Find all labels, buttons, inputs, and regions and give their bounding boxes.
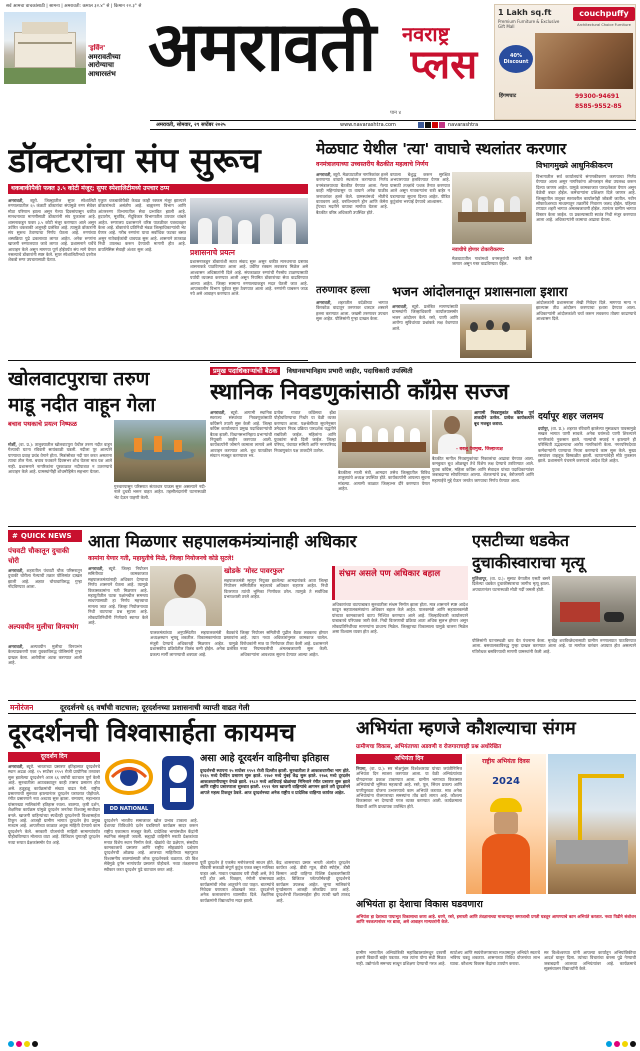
akashvani-icon <box>158 752 198 814</box>
quick-item-1-title: पंचवटी चौकातून दुचाकी चोरी <box>8 547 70 565</box>
masthead-plus: प्लस <box>410 42 478 88</box>
river-search-photo <box>114 420 206 482</box>
tiger-text-2: वाघाला बेशुद्ध करून सुरक्षित अभयारण्यात हलविण्यात येणार आहे. यासाठी तज्ज्ञांचे पथक तैनात करण्यात आले असून गावकऱ्यांना रात्री बाहेर न पडण्याच्या सूचना दिल्या आहेत. पीडित कुटुंबांना भरपाई देण्याचे आश्वासन. <box>390 172 450 205</box>
accident-photo <box>552 576 636 636</box>
social-icons[interactable] <box>418 122 445 130</box>
ad-lakh-text: 1 Lakh sq.ft <box>498 8 552 17</box>
modern-headline: विभागमुख्ये आधुनिकीकरण <box>536 161 613 170</box>
dd-text-1: अमरावती, ब्यूरो. भारताच्या प्रसारण इतिहासात दूरदर्शनचे स्थान अढळ आहे. १५ सप्टेंबर १९५९ रोजी प्रायोगिक तत्त्वावर सुरू झालेल्या दूरदर्शनने आज ६६ वर्षांची वाटचाल पूर्ण केली आहे. सुरुवातीला आठवड्यातून काही तासच प्रसारण होत असे. हळूहळू कार्यक्रमांची संख्या वाढत गेली. राष्ट्रीय प्रसारणाची सुरुवात झाल्यानंतर दूरदर्शन घराघरात पोहोचले. रंगीत प्रसारणाने नवा अध्याय सुरू झाला. रामायण, महाभारत यांसारख्या मालिकांनी इतिहास रचला. बातम्या, कृषी दर्शन, शैक्षणिक कार्यक्रम यांमुळे दूरदर्शन जनतेचा विश्वासू साथीदार बनले. खाजगी वाहिन्यांच्या स्पर्धेतही दूरदर्शनची विश्वासार्हता टिकून आहे. आजही ग्रामीण भागात दूरदर्शन हेच प्रमुख माध्यम आहे. आपत्तीच्या काळात अचूक माहिती देण्याचे काम दूरदर्शनने केले. सरकारी योजनांची माहिती सामान्यांपर्यंत पोहोचविण्यात मोलाचा वाटा आहे. डिजिटल युगातही दूरदर्शन नव्या रूपात प्रेक्षकांसमोर येत आहे. <box>8 764 100 845</box>
yellow-mark <box>24 1041 30 1047</box>
cyan-mark <box>8 1041 14 1047</box>
hash-icon: # <box>12 532 18 540</box>
divider <box>210 362 636 363</box>
darapur-text: दर्यापूर, (वा. प्र.): शहरात रविवारी झालेल्या मुसळधार पावसामुळे सखल भागात पाणी साचले. अनेक घरांमध्ये पाणी शिरल्याने नागरिकांचे नुकसान झाले. नाल्यांची सफाई न झाल्याने ही परिस्थिती उद्भवल्याचा आरोप नागरिकांनी केला. नगरपरिषदेच्या कर्मचाऱ्यांनी पाण्याचा निचरा करण्याचे काम सुरू केले. मुख्य रस्त्यांवर वाहतूक विस्कळीत झाली. व्यापाऱ्यांचेही मोठे नुकसान झाले. प्रशासनाने पंचनामे करण्याचे आदेश दिले आहेत. <box>538 426 636 464</box>
youtube-icon[interactable] <box>432 122 438 128</box>
accident-text-2: पोलिसांनी घटनास्थळी धाव घेत पंचनामा केला. मृतदेह शवविच्छेदनासाठी ग्रामीण रुग्णालयात पाठविण्यात आला. बसचालकाविरुद्ध गुन्हा दाखल करण्यात आला आहे. या मार्गावर वारंवार अपघात होत असल्याने गतिरोधक बसविण्याची मागणी ग्रामस्थांनी केली आहे. <box>472 638 636 654</box>
lead-box-text: प्रशासनाकडून डॉक्टरांशी सतत संवाद सुरू असून थकीत मानधनाचा प्रस्ताव शासनाकडे पाठविण्यात आला आहे. उर्वरित रक्कम लवकरच मिळेल असे आश्वासन अधिष्ठातांनी दिले आहे. संपकाळात रुग्णांची गैरसोय टाळण्यासाठी पर्यायी व्यवस्था करण्यात आली असून नियमित डॉक्टरांच्या सेवा वाढविण्यात आल्या आहेत. जिल्हा सामान्य रुग्णालयाकडून मदत घेतली जात आहे. आपत्कालीन विभाग पूर्ववत सुरू ठेवण्यात आला आहे. रुग्णांनी घाबरून जाऊ नये असे आवाहन करण्यात आले. <box>190 259 308 297</box>
kholvat-text-1: मोर्शी, (वा. प्र.): तालुक्यातील खोलवाटपुरा येथील तरुण नदीत वाहून गेल्याची घटना रविवारी सायंकाळी घडली. नदीला पूर आल्याने पाण्याचा प्रवाह प्रचंड वेगाने होता. मित्रांसोबत नदी पार करत असताना त्याचा तोल गेला. बचाव पथकाने दिवसभर शोध घेतला मात्र यश आले नाही. प्रशासनाने नागरिकांना पूरकाळात नदीपात्रात न उतरण्याचे आवाहन केले आहे. ग्रामस्थांनीही शोधमोहिमेत सहभाग घेतला. <box>8 442 112 475</box>
manoranjan-strip <box>8 700 636 714</box>
congress-meeting-photo <box>338 410 430 468</box>
ad-phone-2: 8585-9552-85 <box>575 103 622 110</box>
sambhram-title: संभ्रम असले पण अधिकार बहाल <box>339 569 441 579</box>
quick-news-label <box>8 530 82 542</box>
lead-headline: डॉक्टरांचा संप सुरूच <box>8 141 261 181</box>
engineer-text-3: ग्रामीण भागातील अभियांत्रिकी महाविद्यालयांमधून दरवर्षी हजारो विद्यार्थी बाहेर पडतात. मात्र त्यांना योग्य संधी मिळत नाही. उद्योगांशी समन्वय साधून प्रशिक्षण देण्याची गरज आहे. <box>356 950 446 966</box>
facebook-icon[interactable] <box>418 122 424 128</box>
side-tag-line: आधारस्तंभ <box>88 69 116 78</box>
sambhram-box <box>332 566 468 600</box>
engineer-text-2: अभियंता हा देशाच्या पायाभूत विकासाचा कणा आहे. धरणे, रस्ते, इमारती आणि तंत्रज्ञानाच्या माध्यमातून समाजाची प्रगती घडवून आणण्याचे काम अभियंते करतात. नव्या पिढीने संशोधन आणि नवकल्पनांवर भर द्यावा, असे आवाहन मान्यवरांनी केले. <box>356 914 636 925</box>
quick-item-1-text: अमरावती, शहरातील पंचवटी चौक परिसरातून दुचाकी चोरीला गेल्याची तक्रार पोलिसांत दाखल झाली आहे. अज्ञात चोरट्याविरुद्ध गुन्हा नोंदविण्यात आला. <box>8 568 82 590</box>
dd-text-2: दूरदर्शनने भारतीय समाजावर खोल प्रभाव टाकला आहे. देशाच्या विविधतेचे दर्शन घडविणारे कार्यक्रम सादर करून राष्ट्रीय एकात्मता मजबूत केली. प्रादेशिक भाषांमधील केंद्रांनी स्थानिक संस्कृती जपली. सह्याद्री वाहिनीने मराठी प्रेक्षकांच्या मनात विशेष स्थान निर्माण केले. खेळांचे थेट प्रक्षेपण, संसदीय कामकाजाचे प्रसारण आणि राष्ट्रीय सोहळ्यांचे प्रक्षेपण दूरदर्शनची ओळख आहे. आजच्या माहितीच्या महापुरात विश्वसनीय बातम्यांसाठी लोक दूरदर्शनकडे वळतात. फ्री डिश सेवेमुळे दुर्गम भागांपर्यंत प्रसारण पोहोचले. नव्या तंत्रज्ञानाचा स्वीकार करत दूरदर्शन पुढे वाटचाल करत आहे. <box>104 818 198 872</box>
minister-text-3: जिल्हा नियोजन समितीची पुढील बैठक लवकरच होणार आहे. त्यात नव्या अधिकारांनुसार कामकाज चालेल. विरोधकांनी मात्र या निर्णयावर टीका केली आहे. प्रशासनाने नव्या नियमावलीची अंमलबजावणी सुरू केली. अधिकाऱ्यांना आवश्यक सूचना देण्यात आल्या आहेत. <box>240 630 328 657</box>
lead-text-col2: एकूण थकबाकीपैकी केवळ काही रक्कम मंजूर झाल्याने डॉक्टरांमध्ये असंतोष आहे. बाह्यरुग्ण विभाग आणि आंतररुग्ण विभागातील सेवा प्रभावित झाली आहे. हृदयरोग, मूत्रपिंड, मेंदूविकार विभागातील उपचार थांबले आहेत. रुग्णालय प्रशासनाने वरिष्ठ पातळीवर पत्रव्यवहार केला आहे. डॉक्टरांचे प्रतिनिधी मंडळ जिल्हाधिकाऱ्यांची भेट घेणार आहे. गरीब रुग्णांना याचा सर्वाधिक फटका बसत असून नातेवाईकांची धावपळ सुरू आहे. शासनाने तात्काळ निधी उपलब्ध करून देण्याची मागणी होत आहे. डायलिसिस सेवाही अंशतः सुरू आहे. <box>98 198 186 252</box>
manoranjan-text: दूरदर्शनचे ६६ वर्षांची वाटचाल; दूरदर्शनच्या प्रशासनाची व्याप्ती वाढत गेली <box>60 703 250 712</box>
instagram-icon[interactable] <box>439 122 445 128</box>
engineer-text-4: स्टार्टअप आणि स्वयंरोजगाराच्या माध्यमातून अभियंते स्वतःचे भविष्य घडवू शकतात. शासनाच्या विविध योजनांचा लाभ घ्यावा. कौशल्य विकास केंद्रांचा उपयोग करावा. <box>450 950 540 966</box>
quick-news-text: QUICK NEWS <box>20 532 72 540</box>
masthead-title: अमरावती <box>148 8 376 87</box>
date-line: अमरावती, सोमवार, २९ सप्टेंबर २०२५ <box>156 122 226 128</box>
engineer-subhead: ग्रामीणचा विकास, अभियंताच्या अडवणी व रोजगाराचाही प्रश्न अधोरेखित <box>356 744 502 750</box>
poster-title: राष्ट्रीय अभियंता दिवस <box>482 758 530 765</box>
lead-subhead: थकबाकीपैकी फक्त ३.५ कोटी मंजूर; सुपर स्पेशालिटीमध्ये उपचार ठप्प <box>8 184 308 194</box>
engineer-headline: अभियंता म्हणजे कौशल्याचा संगम <box>356 718 576 739</box>
quick-item-2-title: अल्पवयीन मुलीचा विनयभंग <box>8 623 79 631</box>
tarun-headline: तरुणावर हल्ला <box>316 285 370 296</box>
side-tag-line: 'इर्विन' <box>88 44 106 52</box>
congress-text-3: बैठकीला माजी मंत्री, आमदार तसेच जिल्ह्यातील विविध तालुक्यांचे अध्यक्ष उपस्थित होते. कार्यकर्त्यांनी आपल्या सूचना मांडल्या. आगामी काळात जिल्हाभर दौरे करण्यात येणार आहेत. <box>338 470 430 492</box>
engineer-poster <box>466 754 546 894</box>
minister-box-title: खोडके 'मोस्ट पावरफुल' <box>224 567 285 575</box>
minister-text-2: पालकमंत्र्यांच्या अनुपस्थितीत सहपालकमंत्री बैठकांचे अध्यक्षस्थान भूषवू शकतील. विकासकामांच्या प्रस्तावांना मंजुरी देण्याचे अधिकारही मिळणार आहेत. यामुळे प्रशासकीय प्रक्रियेतील विलंब कमी होईल. अनेक प्रलंबित प्रकल्प मार्गी लागण्याची शक्यता आहे. <box>150 630 238 657</box>
engineer-figure <box>490 798 522 812</box>
kholvat-text-2: गुरुवारपासून परिसरात संततधार पाऊस सुरू असल्याने नदी-नाले दुथडी भरून वाहत आहेत. तहसीलदारांनी घटनास्थळी भेट देऊन पाहणी केली. <box>114 484 206 500</box>
congress-text-2: प्रत्येक गावात काँग्रेसचा झेंडा पोहोचविण्याचा निर्धार या वेळी व्यक्त करण्यात आला. पक्षश्रेष्ठींच्या सूचनेनुसार उमेदवार निवड प्रक्रिया पारदर्शक पद्धतीने राबविली जाईल. महिलांना आणि युवकांना संधी दिली जाईल. जिल्हा परिषद, पंचायत समिती आणि नगरपरिषद निवडणुकांत पक्ष ताकदीने उतरेल. <box>274 410 336 453</box>
minister-box-text: सहपालकमंत्री म्हणून नियुक्त झालेल्या आमदारांकडे आता जिल्हा नियोजन समितीतील महत्त्वाचे अधिकार राहणार आहेत. निधी वितरणात त्यांची भूमिका निर्णायक ठरेल. त्यामुळे ते सर्वाधिक प्रभावशाली ठरले आहेत. <box>224 578 328 600</box>
dd-logo <box>104 752 154 802</box>
masthead-navarashtra: नवराष्ट्र <box>402 22 450 46</box>
congress-quote-by: - बबलू देशमुख, जिल्हाध्यक्ष <box>456 447 503 452</box>
divider <box>8 360 308 361</box>
doordarshan-headline: दूरदर्शनची विश्वासार्हता कायमच <box>8 718 296 747</box>
doctors-protest-photo <box>190 198 308 244</box>
dd-text-4: केंद्र शासनाच्या प्रसार भारती अंतर्गत दूरदर्शन कार्यरत आहे. डीडी न्यूज, डीडी स्पोर्ट्स, डीडी किसान आदी वाहिन्या विशिष्ट प्रेक्षकवर्गासाठी आहेत. डिजिटल प्लॅटफॉर्मवरही दूरदर्शनचे कार्यक्रम उपलब्ध आहेत. जुन्या मालिकांचे पुनर्प्रसारण आजही लोकप्रिय ठरत आहे. दूरदर्शनची विश्वासार्हता हीच त्याची खरी ताकद आहे. <box>276 860 350 903</box>
sambhram-text: अधिकारांच्या वाटपाबाबत सुरुवातीला संभ्रम निर्माण झाला होता. मात्र शासनाने स्पष्ट आदेश काढून सहपालकमंत्र्यांना अधिकार बहाल केले आहेत. पालकमंत्री आणि सहपालकमंत्री यांच्यात कामकाजाचे वाटप निश्चित करण्यात आले आहे. जिल्हाधिकारी कार्यालयाने याबाबतचे परिपत्रक जारी केले. निधी वितरणाची प्रक्रिया आता अधिक सुलभ होणार असून लोकप्रतिनिधींच्या मागण्यांना प्राधान्य मिळेल. जिल्ह्याच्या विकासाला यामुळे चालना मिळेल असा विश्वास व्यक्त होत आहे. <box>332 602 468 635</box>
date-bar <box>150 120 636 130</box>
black-mark <box>630 1041 636 1047</box>
dd-text-3: पूर्वी दूरदर्शन हे एकमेव मनोरंजनाचे साधन होते. रविवारी सकाळी संपूर्ण कुटुंब एकत्र बसून मालिका पाहत असे. गावात एखाद्याच घरी टीव्ही असे, तेथे गर्दी होत असे. चित्रहार, रंगोली यांसारख्या कार्यक्रमांची लोक आतुरतेने वाट पाहत. बातम्यांचे निवेदक घराघरात ओळखले जात. दूरदर्शनने अनेक कलाकारांना व्यासपीठ दिले. शैक्षणिक कार्यक्रमांनी विद्यार्थ्यांना मदत झाली. <box>200 860 274 903</box>
ad-phone-1: 99300-94691 <box>575 93 620 100</box>
lead-text-col1: अमरावती, ब्यूरो. जिल्ह्यातील सुपर स्पेशालिटी रुग्णालयातील ६५ कंत्राटी डॉक्टरांचा संपामुळे रुग्ण सेवेवर मोठा परिणाम झाला असून गेल्या दिवसांपासून थकीत मानधनाच्या मागणीसाठी डॉक्टरांनी संप पुकारला आहे. शासनाकडून फक्त ३.५ कोटी मंजूर करण्यात आले असून उर्वरित थकबाकी अजूनही प्रलंबित आहे. त्यामुळे डॉक्टरांनी संप सुरूच ठेवण्याचा निर्णय घेतला आहे. रुग्णांच्या शस्त्रक्रिया पुढे ढकलाव्या लागत आहेत. अनेक रुग्णांना खाजगी रुग्णालयात जावे लागत आहे. प्रशासनाने चर्चेचे आवाहन केले असून मागण्या पूर्ण होईपर्यंत संप मागे घेणार नसल्याचे डॉक्टरांनी स्पष्ट केले. सुपर स्पेशालिटीमध्ये दररोज शेकडो रुग्ण उपचारासाठी येतात. <box>8 198 96 263</box>
engineer-text-1: नियमा, (वा. प्र.): सर मोक्षगुंडम विश्वेश्वरय्या यांच्या जयंतीनिमित्त अभियंता दिन साजरा करण्यात आला. या वेळी अभियंत्यांच्या योगदानावर प्रकाश टाकण्यात आला. ग्रामीण भागाच्या विकासात अभियंत्यांची भूमिका महत्त्वाची आहे. रस्ते, पूल, सिंचन प्रकल्प आणि पाणीपुरवठा योजना उभारण्याचे काम अभियंते करतात. मात्र अनेक अभियंत्यांना रोजगाराच्या समस्यांना तोंड द्यावे लागत आहे. कौशल्य विकासावर भर देण्याची गरज व्यक्त करण्यात आली. कार्यक्रमाला विद्यार्थी आणि प्राध्यापक उपस्थित होते. <box>356 766 462 809</box>
ad-lakh-sub: Premium Furniture & Exclusive Gift Mall <box>498 19 560 29</box>
poster-year: 2024 <box>492 776 520 787</box>
tiger-headline: मेळघाट येथील 'त्या' वाघाचे स्थलांतर करणार <box>316 140 567 158</box>
social-handle: navarashtra <box>448 122 479 128</box>
divider <box>8 526 636 527</box>
registration-marks <box>8 1040 636 1048</box>
engineer-text-5: सर विश्वेश्वरय्या यांनी आपल्या कार्यातून अभियांत्रिकीचा आदर्श घालून दिला. त्यांच्या विचारांचा वारसा पुढे नेण्याची जबाबदारी आजच्या अभियंत्यांवर आहे. कार्यक्रमाचे सूत्रसंचालन विद्यार्थ्यांनी केले. <box>544 950 636 972</box>
engineer-day-label: अभियंता दिन <box>356 754 462 764</box>
magenta-mark <box>614 1041 620 1047</box>
bhajan-headline: भजन आंदोलनातून प्रशासनाला इशारा <box>392 285 568 300</box>
modern-text: विभागातील सर्व कार्यालयांचे संगणकीकरण करण्याचा निर्णय घेण्यात आला असून नागरिकांना ऑनलाइन सेवा उपलब्ध करून दिल्या जाणार आहेत. यामुळे कामकाजात पारदर्शकता येणार असून वेळेची बचत होईल. कर्मचाऱ्यांना प्रशिक्षण दिले जाणार आहे. जिल्ह्यातील तालुका स्तरावरील कार्यालयेही जोडली जातील. नवीन सॉफ्टवेअरच्या माध्यमातून तक्रारींचे निवारण जलद होईल. पहिल्या टप्प्यात शहरी भागात अंमलबजावणी होईल. त्यानंतर ग्रामीण भागात विस्तार केला जाईल. या प्रकल्पासाठी स्वतंत्र निधी मंजूर करण्यात आला आहे. अधिकाऱ्यांनी कामाचा आढावा घेतला. <box>536 174 636 223</box>
manoranjan-label: मनोरंजन <box>10 703 34 712</box>
congress-quote: आगामी निवडणुकांत काँग्रेस पूर्ण ताकदीने उतरेल. प्रत्येक कार्यकर्त्याने बूथ मजबूत करावा. <box>474 410 534 426</box>
congress-kicker-rest: विधानसभानिहाय प्रभारी जाहीर, पदाधिकारी उपस्थिती <box>286 367 413 375</box>
congress-text-1: अमरावती, ब्यूरो. आगामी स्थानिक स्वराज्य संस्थांच्या निवडणुकांसाठी काँग्रेसने तयारी सुरू केली आहे. जिल्हा काँग्रेस कार्यालयात प्रमुख पदाधिकाऱ्यांची बैठक झाली. विधानसभानिहाय प्रभाऱ्यांची नियुक्ती जाहीर करण्यात आली. कार्यकर्त्यांनी जोमाने कामाला लागावे असे आवाहन करण्यात आले. बूथ पातळीवर संघटन मजबूत करण्यावर भर. <box>210 410 272 459</box>
side-tag <box>88 44 148 86</box>
kholvat-headline-1: खोलवाटपुराचा तरुण <box>8 368 150 390</box>
yellow-mark <box>622 1041 628 1047</box>
minister-subhead: कामांना येणार गती, महायुतीचे मिळे, जिल्हा नियोजनचे कोडे सुटले! <box>88 555 235 562</box>
lead-box-title: प्रशासनाचे प्रयत्न <box>190 248 235 257</box>
bhajan-text-2: आंदोलकांनी प्रशासनाला लेखी निवेदन दिले. मागण्या मान्य न झाल्यास तीव्र आंदोलन करण्याचा इशारा देण्यात आला. अधिकाऱ्यांनी आंदोलकांशी चर्चा करून लवकरच तोडगा काढण्याचे आश्वासन दिले. <box>536 300 636 322</box>
kholvat-headline-2: माडू नदीत वाहून गेला <box>8 394 156 416</box>
dd-day-label: दूरदर्शन दिन <box>8 752 100 762</box>
tiger-box-title: नवाधीचे होणार टोकारीकरण: <box>452 247 505 253</box>
tiger-text-1: अमरावती, ब्यूरो. मेळघाटातील नागरिकांवर हल्ले करणाऱ्या वाघाचे स्थलांतर करण्याचा निर्णय वनमंत्रालयाच्या बैठकीत घेण्यात आला. गेल्या काही महिन्यांपासून या वाघाने अनेक पाळीव जनावरांवर हल्ले केले. ग्रामस्थांमध्ये भीतीचे वातावरण आहे. वनविभागाने ड्रोन आणि कॅमेरा ट्रॅपच्या मदतीने वाघाचा मागोवा घेतला आहे. बैठकीत वरिष्ठ अधिकारी उपस्थित होते. <box>316 172 388 215</box>
tarun-text: अमरावती, शहरातील वर्दळीच्या भागात किरकोळ वादातून तरुणावर धारदार शस्त्राने हल्ला करण्यात आला. जखमी तरुणावर उपचार सुरू आहेत. पोलिसांनी गुन्हा दाखल केला. <box>316 300 388 322</box>
hospital-photo <box>4 12 86 84</box>
side-tag-line: आरोग्याचा <box>88 61 114 69</box>
congress-kicker-label: प्रमुख पदाधिकाऱ्यांची बैठक <box>210 367 280 375</box>
furniture-ad[interactable] <box>494 4 636 120</box>
black-mark <box>32 1041 38 1047</box>
dd-eye-icon <box>104 752 154 802</box>
ad-couch-sub: Architectural Choice Furniture <box>577 23 631 27</box>
meeting-photo <box>452 172 532 244</box>
dd-history-text: दूरदर्शनची स्थापना १५ सप्टेंबर १९५९ रोजी दिल्लीत झाली. सुरुवातीला ते आकाशवाणीचा भाग होते. १९६५ मध्ये दैनंदिन प्रसारण सुरू झाले. १९७२ मध्ये मुंबई केंद्र सुरू झाले. १९७६ मध्ये दूरदर्शन आकाशवाणीपासून वेगळे झाले. १९८२ मध्ये आशियाई खेळांच्या निमित्ताने रंगीत प्रसारण सुरू झाले आणि राष्ट्रीय प्रसारणाला सुरुवात झाली. १९९१ नंतर खाजगी वाहिन्यांचे आगमन झाले तरी दूरदर्शनने आपले महत्त्व टिकवून ठेवले. आज दूरदर्शनच्या अनेक राष्ट्रीय व प्रादेशिक वाहिन्या कार्यरत आहेत. <box>200 768 350 795</box>
ad-offer-badge: 40% Discount <box>499 45 533 73</box>
engineer-box-title: अभियंता हा देशाचा विकास घडवणारा <box>356 899 483 910</box>
ad-location: हिंगणघाट <box>499 93 517 99</box>
magenta-mark <box>16 1041 22 1047</box>
quick-item-2-text: अमरावती, अल्पवयीन मुलीचा विनयभंग केल्याप्रकरणी एका युवकाविरुद्ध पोलिसांनी गुन्हा दाखल केला. आरोपीला अटक करण्यात आली आहे. <box>8 644 82 666</box>
minister-photo <box>150 566 222 626</box>
accident-headline-1: एसटीच्या धडकेत <box>472 531 570 550</box>
bhajan-text-1: अमरावती, ब्यूरो. प्रलंबित मागण्यांसाठी ग्रामस्थांनी जिल्हाधिकारी कार्यालयासमोर भजन आंदोलन केले. रस्ते, पाणी आणि आरोग्य सुविधांच्या प्रश्नांकडे लक्ष वेधण्यात आले. <box>392 304 458 331</box>
top-strip: सर्व आमचा वाचकांसाठी | सामना | अमरावती: कमाल ३२.४° से | किमान २२.३° से <box>6 4 142 9</box>
congress-text-4: बैठकीत मागील निवडणुकांच्या निकालांचा आढावा घेण्यात आला. कमकुवत बूथ ओळखून तेथे विशेष लक्ष देण्याचे ठरविण्यात आले. युवक काँग्रेस, महिला काँग्रेस आणि सेवादल यांच्या पदाधिकाऱ्यांवर जबाबदाऱ्या सोपविण्यात आल्या. शेतकऱ्यांचे प्रश्न, बेरोजगारी आणि महागाईचे मुद्दे घेऊन जनतेत जाण्याचा निर्णय घेण्यात आला. <box>432 456 534 483</box>
dd-history-title: असा आहे दूरदर्शन वाहिनीचा इतिहास <box>200 753 330 764</box>
minister-text-1: अमरावती, ब्यूरो. जिल्हा नियोजन समितीच्या कामकाजात सहपालकमंत्र्यांनाही अधिकार देण्याचा निर्णय शासनाने घेतला आहे. त्यामुळे विकासकामांना गती मिळणार आहे. महायुतीतील घटक पक्षांमधील समन्वय साधण्यासाठी हा निर्णय महत्त्वाचा मानला जात आहे. जिल्हा नियोजनाच्या निधी वाटपाचा प्रश्न सुटला आहे. लोकप्रतिनिधींनी निर्णयाचे स्वागत केले आहे. <box>88 566 148 626</box>
accident-headline-2: दुचाकीस्वाराचा मृत्यू <box>472 553 585 572</box>
accident-text-1: मुर्तिजापूर, (वा. प्र.): सुसाट वेगातील एसटी बसने दिलेल्या धडकेत दुचाकीस्वाराचा जागीच मृत्यू झाला. अपघातानंतर घटनास्थळी मोठी गर्दी जमली होती. <box>472 576 550 592</box>
congress-headline: स्थानिक निवडणुकांसाठी काँग्रेस सज्ज <box>210 380 509 405</box>
ad-furniture-photo <box>535 33 633 89</box>
bhajan-photo <box>460 304 532 358</box>
engineer-site-photo <box>548 754 636 894</box>
page-number: पान ४ <box>390 110 402 116</box>
kholvat-subhead: बचाव पथकाचे प्रयत्न निष्फळ <box>8 420 77 428</box>
congress-kicker <box>210 366 534 377</box>
tiger-subhead: वनमंत्रालयाच्या उच्चस्तरीय बैठकीत महत्वाचे निर्णय <box>316 161 429 168</box>
tiger-box-text: मेळघाटातील गावांमध्ये वनमजुरांची भरती केली जाणार असून गस्त वाढविण्यात येईल. <box>452 256 532 267</box>
minister-headline: आता मिळणार सहपालकमंत्र्यांनाही अधिकार <box>88 532 357 552</box>
dd-national-label: DD NATIONAL <box>104 804 154 814</box>
x-icon[interactable] <box>425 122 431 128</box>
akashvani-logo <box>158 752 198 814</box>
side-tag-line: अमरावतीच्या <box>88 52 121 61</box>
website-link[interactable]: www.navarashtra.com <box>340 122 396 128</box>
ad-couch-brand: couchpuffy <box>573 7 635 21</box>
darapur-headline: दर्यापूर शहर जलमय <box>538 412 604 422</box>
cyan-mark <box>606 1041 612 1047</box>
